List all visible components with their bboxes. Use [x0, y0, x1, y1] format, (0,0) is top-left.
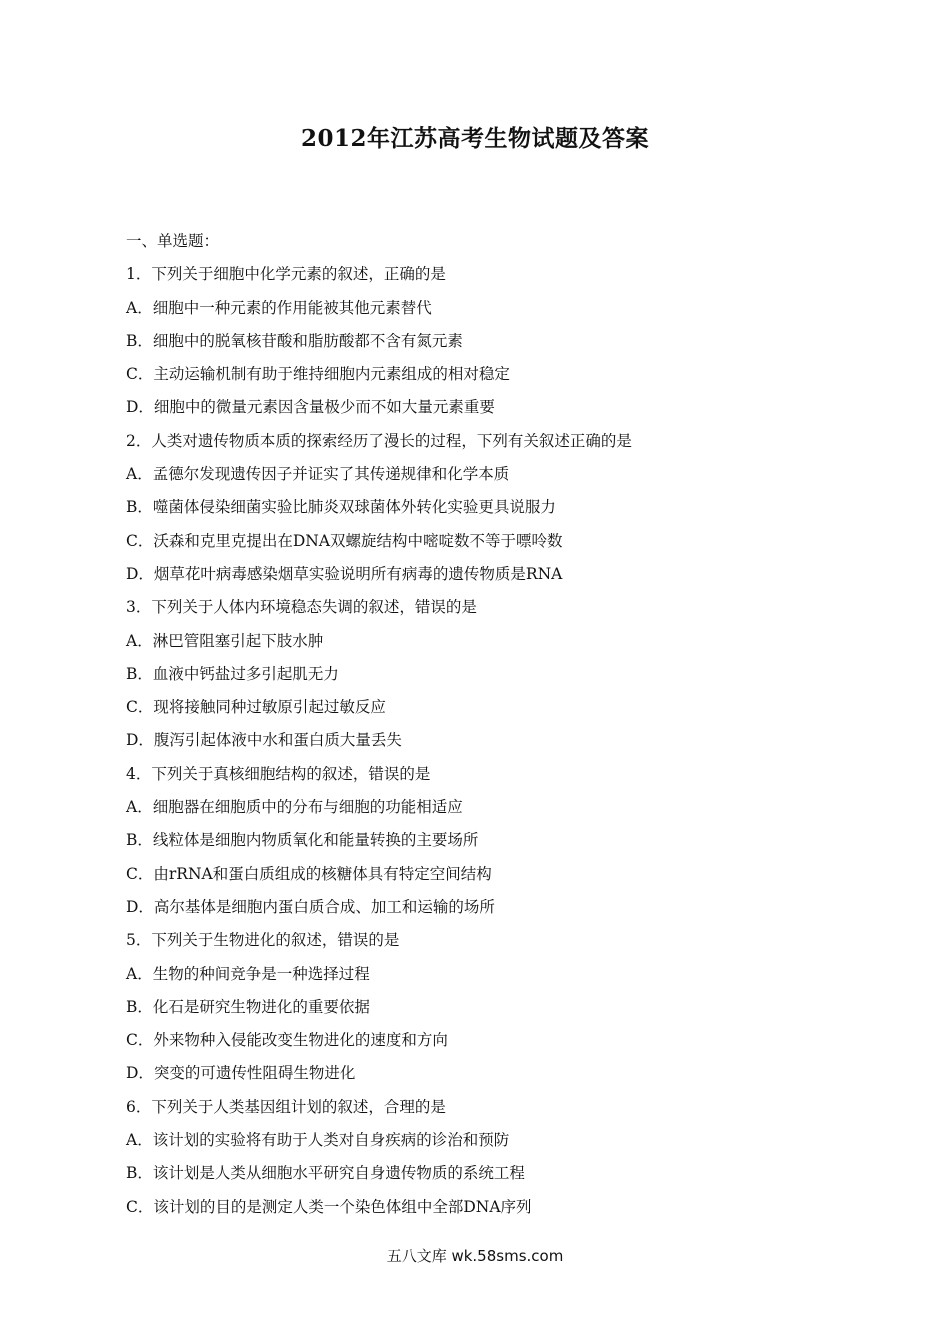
question-2-option-c: C．沃森和克里克提出在DNA双螺旋结构中嘧啶数不等于嘌呤数	[126, 531, 563, 550]
question-6-option-b: B．该计划是人类从细胞水平研究自身遗传物质的系统工程	[126, 1164, 525, 1183]
question-1-option-b: B．细胞中的脱氧核苷酸和脂肪酸都不含有氮元素	[126, 331, 463, 350]
question-5-option-b: B．化石是研究生物进化的重要依据	[126, 997, 370, 1016]
question-5-option-c: C．外来物种入侵能改变生物进化的速度和方向	[126, 1031, 448, 1050]
question-4-option-a: A．细胞器在细胞质中的分布与细胞的功能相适应	[126, 798, 463, 817]
question-5-stem: 5．下列关于生物进化的叙述，错误的是	[126, 931, 400, 950]
question-2-option-a: A．孟德尔发现遗传因子并证实了其传递规律和化学本质	[126, 465, 510, 484]
question-3-option-a: A．淋巴管阻塞引起下肢水肿	[126, 631, 324, 650]
question-2-stem: 2．人类对遗传物质本质的探索经历了漫长的过程，下列有关叙述正确的是	[126, 431, 632, 450]
question-2-option-d: D．烟草花叶病毒感染烟草实验说明所有病毒的遗传物质是RNA	[126, 564, 563, 583]
question-5-option-a: A．生物的种间竞争是一种选择过程	[126, 964, 370, 983]
question-1-option-d: D．细胞中的微量元素因含量极少而不如大量元素重要	[126, 398, 495, 417]
question-3-option-b: B．血液中钙盐过多引起肌无力	[126, 664, 339, 683]
question-2-option-b: B．噬菌体侵染细菌实验比肺炎双球菌体外转化实验更具说服力	[126, 498, 556, 517]
question-6-stem: 6．下列关于人类基因组计划的叙述，合理的是	[126, 1097, 446, 1116]
exam-content	[126, 225, 846, 1224]
question-4-option-b: B．线粒体是细胞内物质氧化和能量转换的主要场所	[126, 831, 479, 850]
question-3-stem: 3．下列关于人体内环境稳态失调的叙述，错误的是	[126, 598, 477, 617]
page-title: 2012年江苏高考生物试题及答案	[300, 125, 649, 152]
question-5-option-d: D．突变的可遗传性阻碍生物进化	[126, 1064, 356, 1083]
question-4-stem: 4．下列关于真核细胞结构的叙述，错误的是	[126, 764, 431, 783]
footer-watermark: 五八文库 wk.58sms.com	[386, 1247, 564, 1265]
question-3-option-d: D．腹泻引起体液中水和蛋白质大量丢失	[126, 731, 402, 750]
question-1-option-c: C．主动运输机制有助于维持细胞内元素组成的相对稳定	[126, 365, 510, 384]
question-4-option-d: D．高尔基体是细胞内蛋白质合成、加工和运输的场所	[126, 897, 495, 916]
question-1-stem: 1．下列关于细胞中化学元素的叙述，正确的是	[126, 265, 446, 284]
question-4-option-c: C．由rRNA和蛋白质组成的核糖体具有特定空间结构	[126, 864, 492, 883]
question-3-option-c: C．现将接触同种过敏原引起过敏反应	[126, 698, 386, 717]
section-heading: 一、单选题：	[126, 232, 220, 250]
question-6-option-c: C．该计划的目的是测定人类一个染色体组中全部DNA序列	[126, 1197, 532, 1216]
question-6-option-a: A．该计划的实验将有助于人类对自身疾病的诊治和预防	[126, 1131, 510, 1150]
question-1-option-a: A．细胞中一种元素的作用能被其他元素替代	[126, 298, 432, 317]
